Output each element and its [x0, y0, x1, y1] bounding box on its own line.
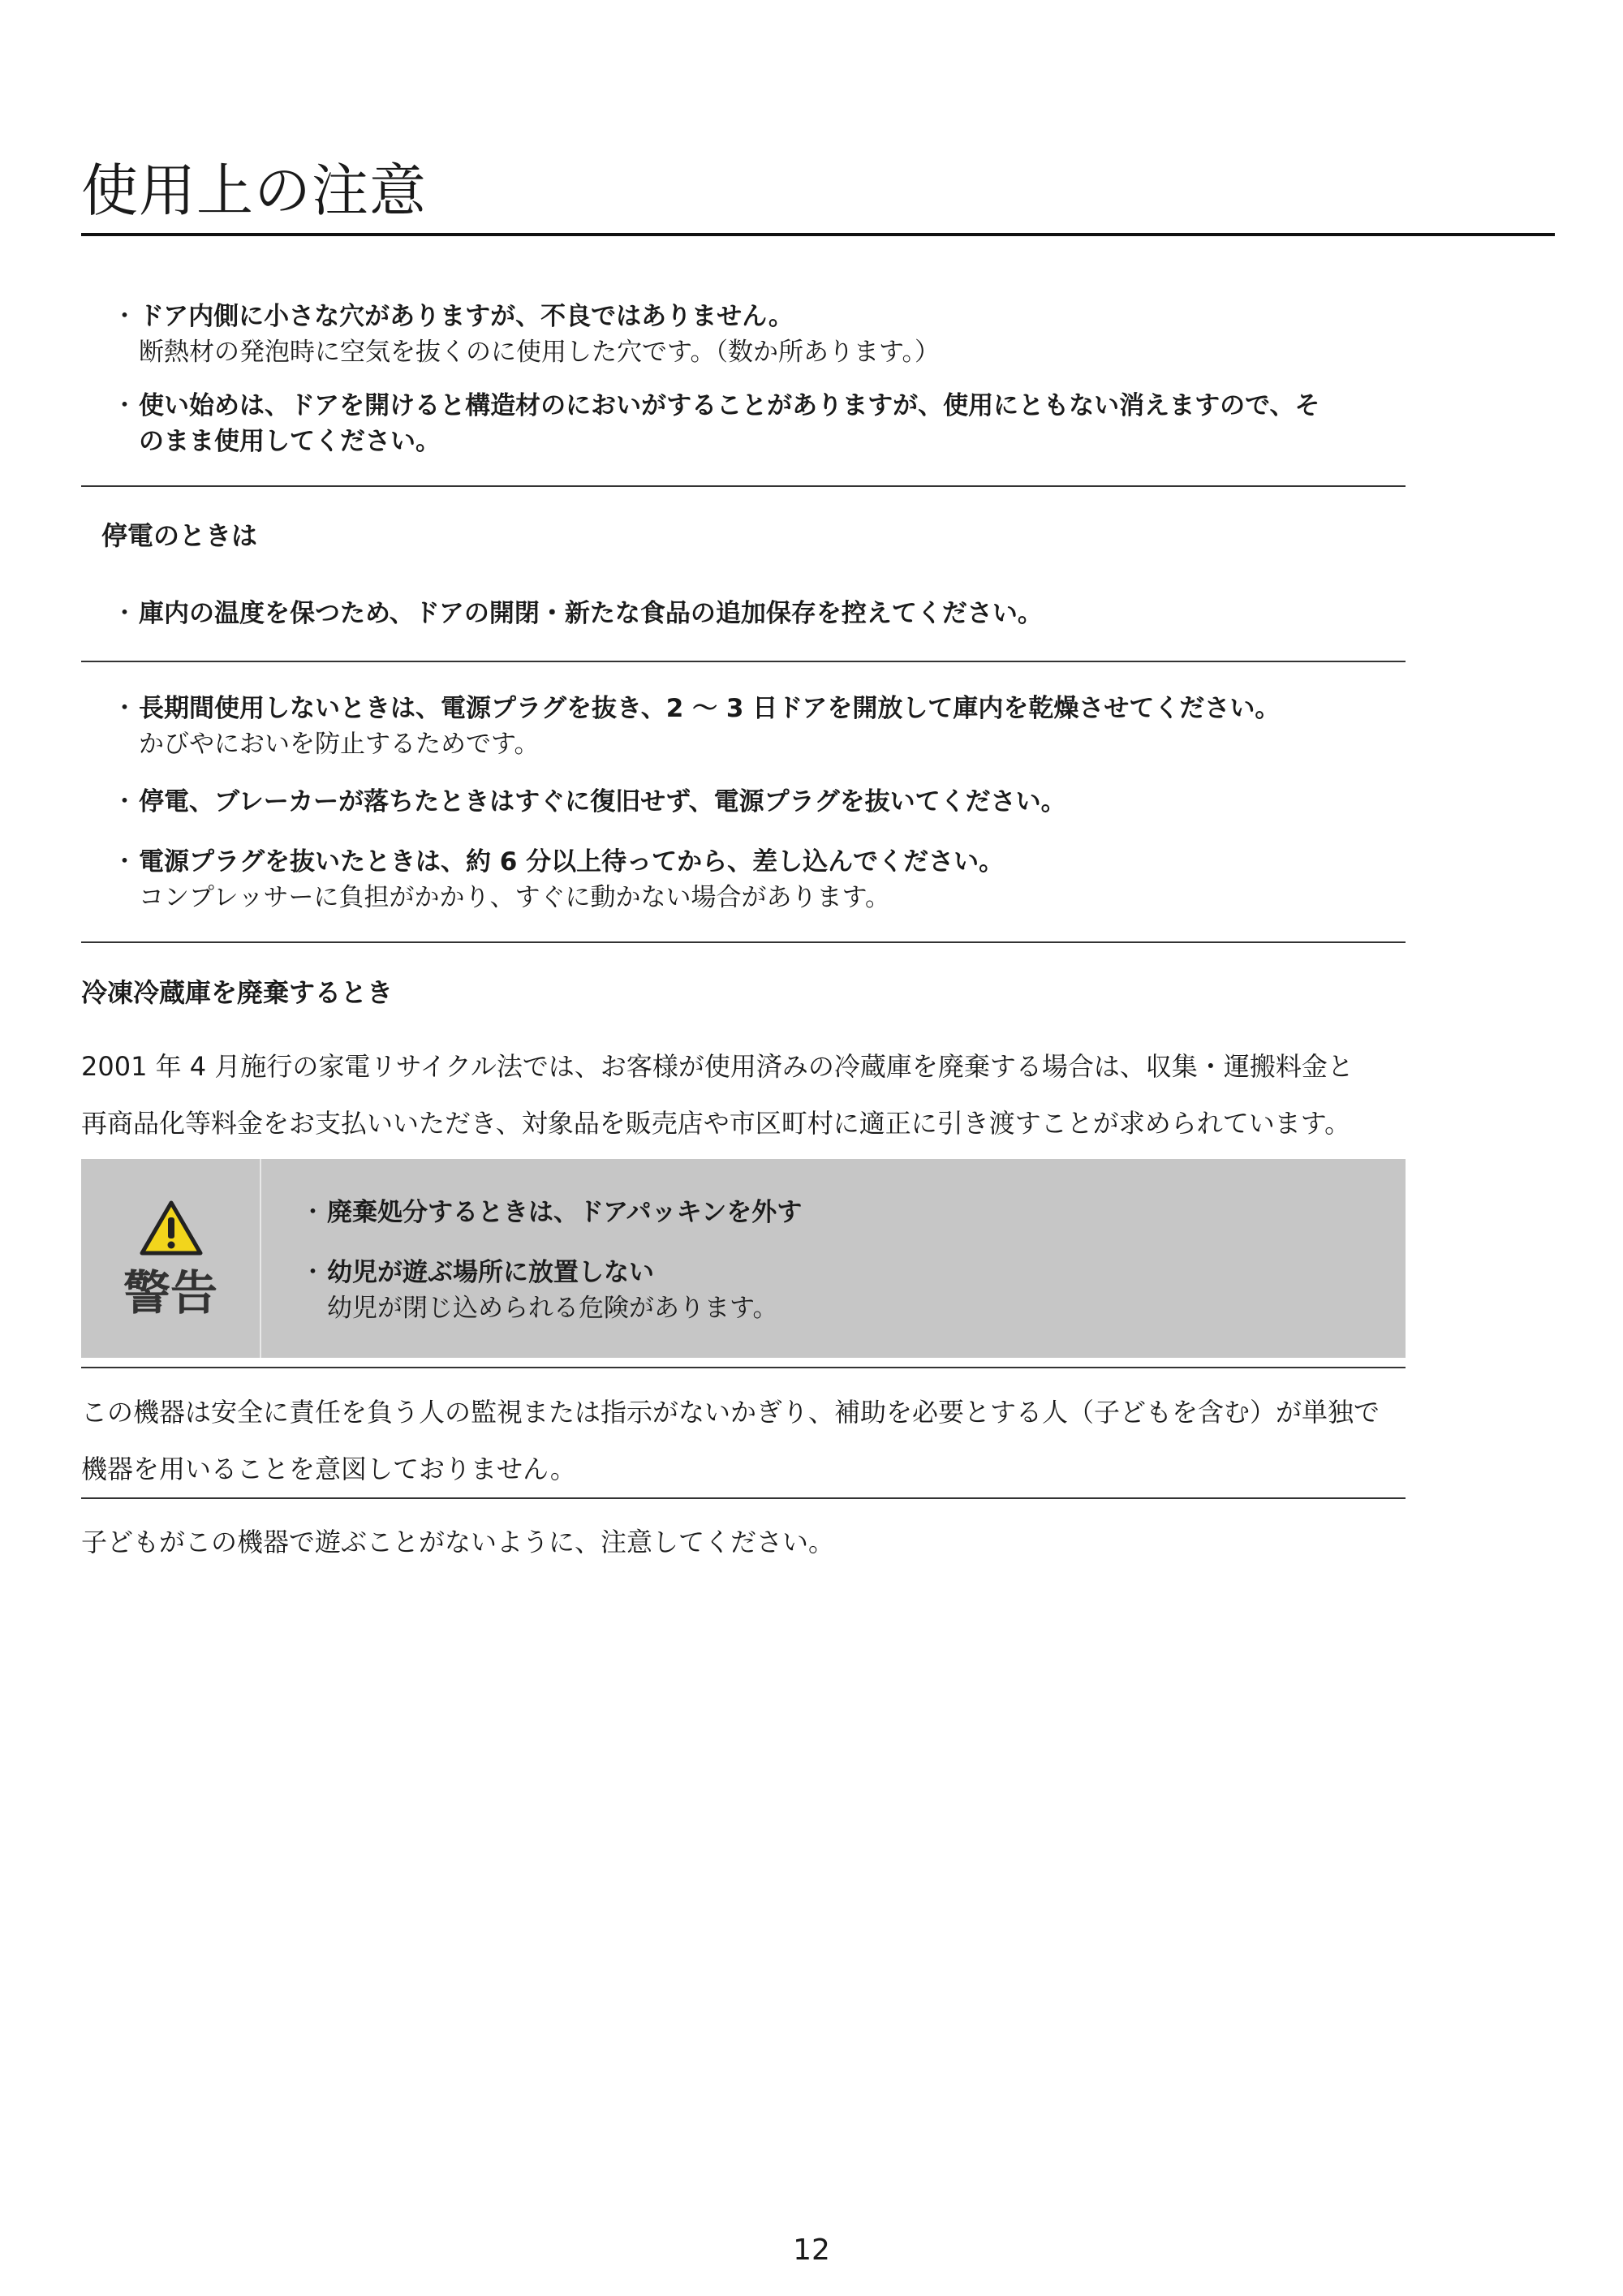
- unused-item-long-term: [112, 691, 1378, 762]
- page-title: 使用上の注意: [81, 157, 427, 224]
- section-divider: [81, 1367, 1406, 1368]
- power-outage-heading: 停電のときは: [101, 520, 258, 551]
- safety-paragraph-line2: 機器を用いることを意図しておりません。: [81, 1454, 576, 1484]
- children-caution: 子どもがこの機器で遊ぶことがないように、注意してください。: [81, 1527, 835, 1557]
- disposal-heading: 冷凍冷蔵庫を廃棄するとき: [81, 977, 394, 1008]
- bullet-dot: ・: [112, 302, 137, 331]
- unused-breaker-head: 停電、ブレーカーが落ちたときはすぐに復旧せず、電源プラグを抜いてください。: [139, 787, 1066, 816]
- bullet-dot: ・: [112, 787, 137, 816]
- warning-item-gasket: [300, 1195, 1355, 1230]
- unused-replug-head: 電源プラグを抜いたときは、約 6 分以上待ってから、差し込んでください。: [139, 847, 1005, 877]
- page-number: 12: [793, 2234, 830, 2267]
- bullet-dot: ・: [112, 694, 137, 723]
- warning-label: 警告: [123, 1265, 217, 1320]
- power-outage-item-head: 庫内の温度を保つため、ドアの開閉・新たな食品の追加保存を控えてください。: [139, 599, 1043, 628]
- section-divider: [81, 485, 1406, 487]
- section-divider: [81, 661, 1406, 662]
- unused-item-replug: [112, 844, 1378, 915]
- note-odor-line1: 使い始めは、ドアを開けると構造材のにおいがすることがありますが、使用にともない消えますので、そ: [139, 391, 1320, 420]
- note-holes-sub: 断熱材の発泡時に空気を抜くのに使用した穴です。（数か所あります。）: [139, 338, 941, 367]
- safety-paragraph-line1: この機器は安全に責任を負う人の監視または指示がないかぎり、補助を必要とする人（子どもを含む）が単独で: [81, 1397, 1380, 1428]
- bullet-dot: ・: [300, 1258, 325, 1287]
- disposal-paragraph-line2: 再商品化等料金をお支払いいただき、対象品を販売店や市区町村に適正に引き渡すことが求められています。: [81, 1108, 1351, 1139]
- bullet-dot: ・: [112, 599, 137, 628]
- warning-children-sub: 幼児が閉じ込められる危険があります。: [327, 1294, 778, 1323]
- warning-label-panel: [81, 1159, 261, 1358]
- warning-item-children: [300, 1255, 1355, 1326]
- bullet-dot: ・: [112, 847, 137, 877]
- warning-box: [81, 1159, 1406, 1358]
- section-divider: [81, 941, 1406, 943]
- section-divider: [81, 1497, 1406, 1499]
- warning-children-head: 幼児が遊ぶ場所に放置しない: [327, 1258, 654, 1287]
- note-odor-line2: のまま使用してください。: [139, 427, 441, 456]
- note-item-holes: [112, 299, 1378, 370]
- safety-paragraph: [81, 1384, 1412, 1497]
- note-item-odor: [112, 388, 1378, 459]
- bullet-dot: ・: [300, 1198, 325, 1227]
- power-outage-item: [112, 596, 1378, 631]
- disposal-paragraph: [81, 1038, 1412, 1152]
- bullet-dot: ・: [112, 391, 137, 420]
- note-holes-head: ドア内側に小さな穴がありますが、不良ではありません。: [139, 302, 794, 331]
- unused-long-term-head: 長期間使用しないときは、電源プラグを抜き、2 ～ 3 日ドアを開放して庫内を乾燥させてください。: [139, 694, 1281, 723]
- warning-gasket-head: 廃棄処分するときは、ドアパッキンを外す: [327, 1198, 803, 1227]
- unused-long-term-sub: かびやにおいを防止するためです。: [139, 730, 540, 759]
- title-rule: [81, 233, 1555, 236]
- warning-triangle-icon: [140, 1200, 203, 1256]
- disposal-paragraph-line1: 2001 年 4 月施行の家電リサイクル法では、お客様が使用済みの冷蔵庫を廃棄する場合は、収集・運搬料金と: [81, 1051, 1354, 1082]
- unused-item-breaker: [112, 784, 1378, 820]
- unused-replug-sub: コンプレッサーに負担がかかり、すぐに動かない場合があります。: [139, 883, 890, 912]
